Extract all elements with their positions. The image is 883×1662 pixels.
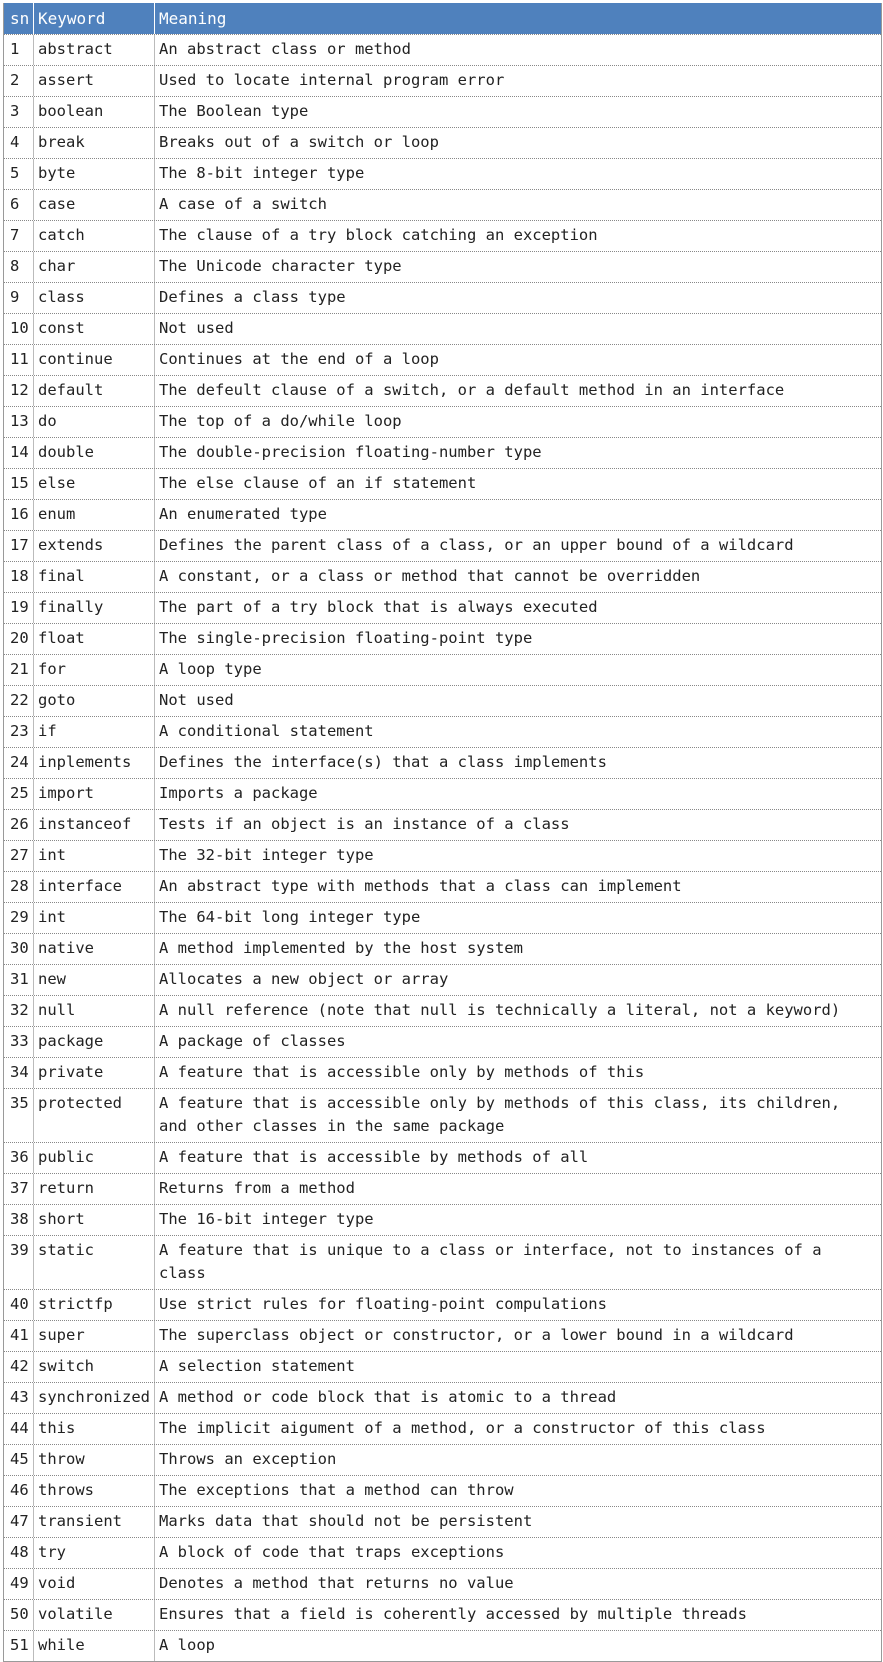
table-row [4,778,881,809]
row-meaning: An abstract type with methods that a class can implement [159,877,682,895]
table-row [4,1057,881,1088]
row-sn: 30 [4,934,34,964]
header-meaning: Meaning [159,9,227,28]
row-keyword: synchronized [34,1383,155,1413]
row-meaning: Allocates a new object or array [159,970,449,988]
row-meaning: The 64-bit long integer type [159,908,421,926]
row-meaning: Use strict rules for floating-point compulations [159,1295,607,1313]
row-meaning: A constant, or a class or method that cannot be overridden [159,567,701,585]
row-meaning: Defines a class type [159,288,346,306]
table-row [4,406,881,437]
table-row [4,96,881,127]
table-row [4,158,881,189]
row-keyword: boolean [34,97,155,127]
row-sn: 41 [4,1321,34,1351]
table-row [4,902,881,933]
row-keyword: assert [34,66,155,96]
row-meaning: Marks data that should not be persistent [159,1512,533,1530]
row-meaning: A loop [159,1636,215,1654]
table-body [4,34,881,1661]
table-row [4,220,881,251]
row-sn: 51 [4,1631,34,1661]
table-row [4,747,881,778]
row-meaning: The 16-bit integer type [159,1210,374,1228]
table-row [4,499,881,530]
row-meaning: A feature that is accessible by methods of all [159,1148,589,1166]
row-keyword: throws [34,1476,155,1506]
table-row [4,1289,881,1320]
row-keyword: static [34,1236,155,1289]
table-header [4,3,881,34]
row-keyword: else [34,469,155,499]
row-sn: 32 [4,996,34,1026]
row-keyword: void [34,1569,155,1599]
row-sn: 22 [4,686,34,716]
row-keyword: public [34,1143,155,1173]
row-sn: 50 [4,1600,34,1630]
table-row [4,716,881,747]
row-sn: 26 [4,810,34,840]
row-keyword: import [34,779,155,809]
row-keyword: extends [34,531,155,561]
row-sn: 34 [4,1058,34,1088]
row-sn: 48 [4,1538,34,1568]
table-row [4,530,881,561]
row-meaning: A null reference (note that null is technically a literal, not a keyword) [159,1001,841,1019]
row-meaning: The exceptions that a method can throw [159,1481,514,1499]
table-row [4,34,881,65]
row-sn: 7 [4,221,34,251]
table-row [4,1506,881,1537]
row-sn: 19 [4,593,34,623]
row-sn: 6 [4,190,34,220]
row-meaning: Denotes a method that returns no value [159,1574,514,1592]
row-sn: 40 [4,1290,34,1320]
row-sn: 8 [4,252,34,282]
row-meaning: Used to locate internal program error [159,71,505,89]
row-keyword: class [34,283,155,313]
row-keyword: try [34,1538,155,1568]
row-sn: 17 [4,531,34,561]
row-keyword: goto [34,686,155,716]
row-sn: 14 [4,438,34,468]
table-row [4,1026,881,1057]
table-row [4,127,881,158]
row-keyword: transient [34,1507,155,1537]
row-keyword: enum [34,500,155,530]
table-row [4,1568,881,1599]
table-row [4,840,881,871]
row-meaning: The Unicode character type [159,257,402,275]
row-keyword: native [34,934,155,964]
row-sn: 18 [4,562,34,592]
row-keyword: char [34,252,155,282]
row-sn: 13 [4,407,34,437]
keyword-table [3,3,882,1662]
row-keyword: throw [34,1445,155,1475]
row-sn: 38 [4,1205,34,1235]
table-row [4,933,881,964]
table-row [4,1382,881,1413]
row-keyword: interface [34,872,155,902]
row-meaning: Imports a package [159,784,318,802]
table-row [4,437,881,468]
row-meaning: The 8-bit integer type [159,164,365,182]
row-keyword: finally [34,593,155,623]
row-meaning: A method implemented by the host system [159,939,523,957]
row-meaning: Not used [159,319,234,337]
row-meaning: The implicit aigument of a method, or a constructor of this class [159,1419,766,1437]
table-row [4,1599,881,1630]
row-keyword: switch [34,1352,155,1382]
row-sn: 3 [4,97,34,127]
row-meaning: A package of classes [159,1032,346,1050]
row-sn: 36 [4,1143,34,1173]
row-keyword: for [34,655,155,685]
table-row [4,282,881,313]
header-keyword: Keyword [34,3,155,34]
row-keyword: byte [34,159,155,189]
row-meaning: The else clause of an if statement [159,474,477,492]
table-row [4,1235,881,1289]
table-row [4,561,881,592]
table-row [4,964,881,995]
row-meaning: The top of a do/while loop [159,412,402,430]
table-row [4,1173,881,1204]
row-meaning: A feature that is accessible only by methods of this [159,1063,645,1081]
row-keyword: null [34,996,155,1026]
row-meaning: Continues at the end of a loop [159,350,439,368]
row-keyword: volatile [34,1600,155,1630]
row-sn: 29 [4,903,34,933]
row-sn: 28 [4,872,34,902]
row-meaning: An enumerated type [159,505,327,523]
table-row [4,189,881,220]
table-row [4,313,881,344]
row-sn: 44 [4,1414,34,1444]
row-sn: 39 [4,1236,34,1289]
row-keyword: new [34,965,155,995]
row-sn: 5 [4,159,34,189]
row-sn: 37 [4,1174,34,1204]
row-meaning: Not used [159,691,234,709]
row-sn: 49 [4,1569,34,1599]
row-sn: 25 [4,779,34,809]
row-meaning: The defeult clause of a switch, or a default method in an interface [159,381,785,399]
row-meaning: Throws an exception [159,1450,337,1468]
row-sn: 4 [4,128,34,158]
table-row [4,1088,881,1142]
table-row [4,1351,881,1382]
table-row [4,592,881,623]
row-sn: 9 [4,283,34,313]
row-meaning: Returns from a method [159,1179,355,1197]
row-keyword: protected [34,1089,155,1142]
row-keyword: case [34,190,155,220]
table-row [4,1142,881,1173]
row-meaning: The double-precision floating-number type [159,443,542,461]
table-row [4,375,881,406]
row-meaning: Breaks out of a switch or loop [159,133,439,151]
row-keyword: strictfp [34,1290,155,1320]
row-keyword: float [34,624,155,654]
table-row [4,871,881,902]
row-keyword: super [34,1321,155,1351]
row-sn: 43 [4,1383,34,1413]
table-row [4,1537,881,1568]
row-keyword: continue [34,345,155,375]
row-keyword: inplements [34,748,155,778]
row-keyword: do [34,407,155,437]
table-row [4,1630,881,1661]
row-keyword: abstract [34,35,155,65]
row-keyword: double [34,438,155,468]
row-sn: 45 [4,1445,34,1475]
table-row [4,685,881,716]
row-sn: 24 [4,748,34,778]
row-meaning: A loop type [159,660,262,678]
row-meaning: An abstract class or method [159,40,411,58]
row-keyword: while [34,1631,155,1661]
row-sn: 21 [4,655,34,685]
row-meaning: A feature that is accessible only by methods of this class, its children, and other classes in the same package [159,1094,841,1135]
table-row [4,65,881,96]
row-sn: 23 [4,717,34,747]
row-keyword: int [34,841,155,871]
row-meaning: The part of a try block that is always executed [159,598,598,616]
row-sn: 15 [4,469,34,499]
row-meaning: A selection statement [159,1357,355,1375]
row-keyword: return [34,1174,155,1204]
table-row [4,251,881,282]
row-meaning: A feature that is unique to a class or interface, not to instances of a class [159,1241,822,1282]
row-meaning: The Boolean type [159,102,309,120]
row-keyword: short [34,1205,155,1235]
row-sn: 11 [4,345,34,375]
row-sn: 47 [4,1507,34,1537]
row-sn: 31 [4,965,34,995]
row-keyword: private [34,1058,155,1088]
row-sn: 27 [4,841,34,871]
table-row [4,344,881,375]
row-meaning: The single-precision floating-point type [159,629,533,647]
table-row [4,995,881,1026]
row-meaning: Defines the interface(s) that a class implements [159,753,607,771]
row-keyword: const [34,314,155,344]
row-keyword: default [34,376,155,406]
row-keyword: int [34,903,155,933]
row-keyword: if [34,717,155,747]
row-keyword: catch [34,221,155,251]
table-row [4,623,881,654]
row-meaning: A block of code that traps exceptions [159,1543,505,1561]
table-row [4,1444,881,1475]
table-row [4,1475,881,1506]
row-keyword: break [34,128,155,158]
row-sn: 46 [4,1476,34,1506]
row-meaning: A method or code block that is atomic to a thread [159,1388,617,1406]
table-row [4,1320,881,1351]
row-sn: 16 [4,500,34,530]
row-sn: 35 [4,1089,34,1142]
row-meaning: A conditional statement [159,722,374,740]
header-sn: sn [4,3,34,34]
row-meaning: Defines the parent class of a class, or an upper bound of a wildcard [159,536,794,554]
table-row [4,468,881,499]
table-row [4,1413,881,1444]
table-row [4,809,881,840]
row-meaning: A case of a switch [159,195,327,213]
row-keyword: instanceof [34,810,155,840]
row-keyword: final [34,562,155,592]
row-sn: 33 [4,1027,34,1057]
row-sn: 2 [4,66,34,96]
row-keyword: this [34,1414,155,1444]
row-meaning: The superclass object or constructor, or a lower bound in a wildcard [159,1326,794,1344]
row-keyword: package [34,1027,155,1057]
row-meaning: Tests if an object is an instance of a class [159,815,570,833]
row-sn: 42 [4,1352,34,1382]
row-meaning: Ensures that a field is coherently accessed by multiple threads [159,1605,747,1623]
row-sn: 10 [4,314,34,344]
row-sn: 1 [4,35,34,65]
table-row [4,1204,881,1235]
table-row [4,654,881,685]
row-meaning: The clause of a try block catching an exception [159,226,598,244]
row-sn: 20 [4,624,34,654]
row-sn: 12 [4,376,34,406]
row-meaning: The 32-bit integer type [159,846,374,864]
